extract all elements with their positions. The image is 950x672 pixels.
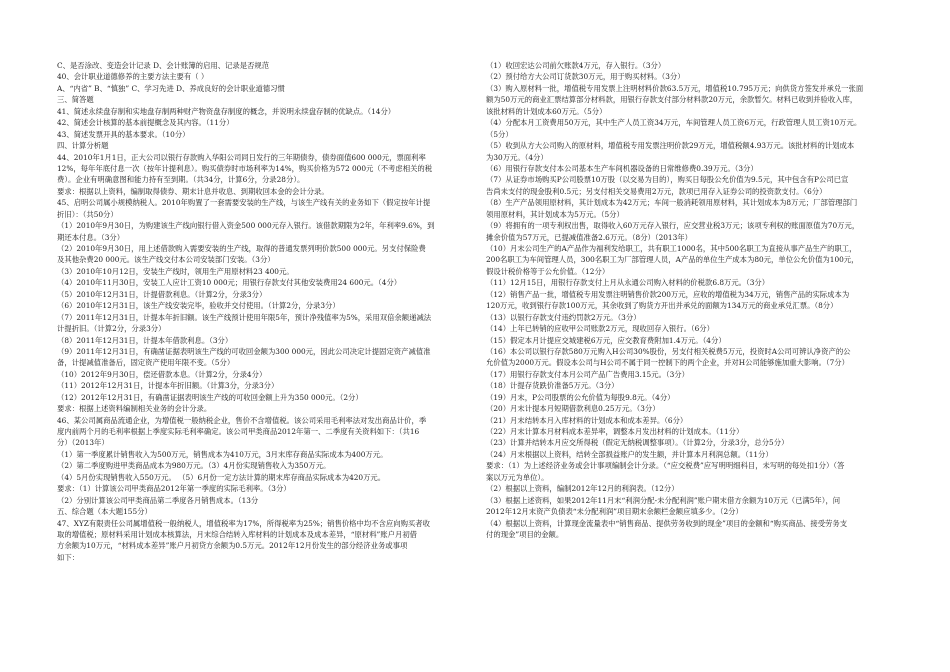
text-line: 200名职工为车间管理人员，300名职工为厂部管理人员，A产品的单位生产成本为80元，单位公允价值为100元， [486, 255, 859, 265]
text-line: （15）假定本月计提应交城建税6万元，应交教育费附加1.4万元。（4分） [486, 335, 726, 345]
text-line: （20）月末计提本月短期借款利息0.25万元。（3分） [486, 404, 660, 414]
text-line: （16）本公司以银行存款580万元购入H公司30%股份，另支付相关税费5万元，投资时A公司可辨认净资产的公 [486, 346, 851, 356]
text-line: （1）收回宏达公司前欠账款4万元，存入银行。（3分） [486, 61, 666, 70]
text-line: 五、综合题（本大题155分） [57, 507, 152, 517]
text-line: 三、简答题 [57, 95, 94, 105]
text-line: （13）以银行存款支付违约罚款2万元。（3分） [486, 312, 641, 322]
text-line: （2）第二季度购进甲类商品成本为980万元。（3）4月份实现销售收入为350万元。 [57, 461, 331, 471]
text-line: 44、2010年1月1日，正大公司以银行存款购入华阳公司同日发行的三年期债券，债券面值600 000元，票面利率 [57, 152, 426, 162]
text-line: （17）用银行存款支付本月公司产品广告费用3.15元。（3分） [486, 369, 689, 379]
text-line: （10）2012年9月30日，偿还借款本息。（计算2分，分录4分） [57, 369, 267, 379]
text-line: （4）分配本月工资费用50万元，其中生产人员工资34万元，车间管理人员工资6万元，行政管理人员工资10万元。 [486, 118, 862, 128]
text-line: 要求：根据上述资料编制相关业务的会计分录。 [57, 404, 212, 414]
text-line: 2012年12月末资产负债表“未分配利润”项目期末余额栏金额应填多少。（2分） [486, 507, 743, 517]
text-line: 费）。企业有明确意图和能力持有至到期。（共34分，计算6分，分录28分）。 [57, 175, 305, 185]
text-line: （9）将拥有的一项专利权出售，取得收入60万元存入银行，应交营业税3万元；该项专利权的账面原值为70万元， [486, 221, 860, 231]
text-line: 期还本付息。（3分） [57, 232, 125, 242]
text-line: 如下： [57, 552, 80, 562]
text-line: （19）月末，P公司股票的公允价值为每股9.8元。（4分） [486, 392, 675, 402]
text-line: （9）2011年12月31日，有确凿证据表明该生产线的可收回金额为300 000元，因此公司决定计提固定资产减值准 [57, 346, 431, 356]
text-line: 120万元，收到银行存款100万元，其余收到了购货方开出并承兑的面额为134万元的商业承兑汇票。（8分） [486, 301, 838, 311]
text-line: 41、简述永续盘存制和实地盘存制两种财产物资盘存制度的概念，并说明永续盘存制的优缺点。（14分） [57, 106, 396, 116]
text-line: （5）2010年12月31日，计提借款利息。（计算2分，分录3分） [57, 289, 267, 299]
text-line: 及其他杂费20 000元。该生产线交付本公司安装部门安装。（3分） [57, 255, 275, 265]
text-line: 四、计算分析题 [57, 141, 109, 151]
text-line: （2）根据以上资料，编制2012年12月的利润表。（12分） [486, 484, 679, 494]
text-line: （8）生产产品领用原材料，其计划成本为42万元；车间一般消耗领用原材料，其计划成本为8万元；厂部管理部门 [486, 198, 858, 208]
text-line: 要求：（1）计算该公司甲类商品2012年第一季度的实际毛利率。（3分） [57, 484, 291, 494]
text-line: （4）2010年11月30日，安装工人应计工资10 000元；用银行存款支付其他安装费用24 600元。（4分） [57, 278, 402, 288]
text-line: （22）月末计算本月材料成本差异率，调整本月发出材料的计划成本。（11分） [486, 427, 744, 436]
text-line: （2）分别计算该公司甲类商品第二季度各月销售成本。（13分 [57, 495, 259, 505]
text-line: 计提折旧。（计算2分，分录3分） [57, 324, 166, 334]
text-line: （14）上年已转销的应收甲公司账款2万元，现收回存入银行。（6分） [486, 324, 714, 334]
text-line: 46、某公司属商品流通企业，为增值税一般纳税企业，售价不含增值税。该公司采用毛利率法对发出商品计价，季 [57, 415, 427, 425]
text-line: 案以万元为单位）。 [486, 472, 549, 482]
text-line: （5分） [486, 129, 513, 139]
text-line: （6）2010年12月31日，该生产线安装完毕，验收并交付使用。（计算2分，分录3分） [57, 301, 340, 311]
text-line: A、“内省” B、“慎独” C、学习先进 D、养成良好的会计职业道德习惯 [57, 83, 285, 93]
text-line: （18）计提存货跌价准备5万元。（3分） [486, 381, 619, 391]
text-line: 12%，每年年底付息一次（按年计提利息）。购买债券时市场利率为14%，购买价格为572 000元（不考虑相关的税 [57, 163, 433, 173]
text-line: 取的增值税；原材料采用计划成本核算法，月末综合结转入库材料的计划成本及成本差异，“原材料”账户月初借 [57, 529, 418, 539]
text-line: （8）2011年12月31日，计提本年借款利息。（3分） [57, 335, 233, 345]
text-line: 领用原材料，其计划成本为5万元。（5分） [486, 209, 624, 219]
text-line: （11）12月15日，用银行存款支付上月从永通公司购入材料的价税款6.8万元。（3分） [486, 278, 770, 288]
text-line: C、是否涂改、变造会计记录 D、会计账簿的启用、记录是否规范 [57, 61, 270, 70]
text-line: 额为50万元的商业汇票结算部分材料款，用银行存款支付部分材料款20万元，余款暂欠。材料已收到并验收入库， [486, 95, 858, 105]
text-line: 分）（2013年） [57, 438, 109, 448]
text-line: （3）根据上述资料，如果2012年11月末“利润分配-未分配利润”账户期末借方余额为10万元（已满5年），问 [486, 495, 841, 505]
text-line: （3）购入原材料一批，增值税专用发票上注明材料价款63.5万元，增值税10.795万元；向供货方签发并承兑一张面 [486, 83, 864, 93]
left-column [57, 60, 475, 563]
text-line: （6）用银行存款支付本公司基本生产车间机器设备的日常维修费0.39万元。（3分） [486, 163, 758, 173]
text-line: （2）2010年9月30日，用上述借款购入需要安装的生产线，取得的普通发票列明价款500 000元。另支付保险费 [57, 244, 426, 253]
text-line: 为30万元。（4分） [486, 152, 548, 162]
text-line: （23）计算并结转本月应交所得税（假定无纳税调整事项）。（计算2分，分录3分，总分5分） [486, 438, 789, 448]
text-line: 40、会计职业道德修养的主要方法主要有（ ） [57, 72, 209, 82]
text-line: 要求：（1）为上述经济业务或会计事项编制会计分录。（“应交税费”应写明明细科目，未写明的每处扣1分）（答 [486, 461, 845, 471]
text-line: 假设计税价格等于公允价值。（12分） [486, 266, 610, 276]
text-line: （7）2011年12月31日，计提本年折旧额。该生产线预计使用年限5年，预计净残值率为5%，采用双倍余额递减法 [57, 312, 432, 322]
text-line: （10）月末公司生产的A产品作为福利发给职工，共有职工1000名，其中500名职工为直接从事产品生产的职工， [486, 244, 857, 253]
text-line: 折旧）：（共50分） [57, 209, 118, 219]
text-line: （21）月末结转本月入库材料的计划成本和成本差异。（6分） [486, 415, 688, 425]
text-line: （7）从证券市场购买P公司股票10万股（以交易为目的），购买日每股公允价值为9.5元，其中包含有P公司已宣 [486, 175, 849, 185]
text-line: （4）根据以上资料，计算现金流量表中“销售商品、提供劳务收到的现金”项目的金额和“购买商品、接受劳务支 [486, 518, 848, 528]
text-line: （24）月末根据以上资料，结转全部损益账户的发生额，并计算本月利润总额。（11分） [486, 449, 773, 459]
text-line: 摊余价值为57万元，已提减值准备2.6万元。（8分）（2013年） [486, 232, 692, 242]
text-line: （11）2012年12月31日，计提本年折旧额。（计算3分，分录3分） [57, 381, 279, 391]
right-column [486, 60, 906, 540]
text-line: 付的现金”项目的金额。 [486, 529, 564, 539]
text-line: 43、简述发票开具的基本要求。（10分） [57, 129, 190, 139]
text-line: 该批材料的计划成本60万元。（5分） [486, 106, 607, 116]
text-line: 允价值为2000万元。假设本公司与H公司不属于同一控制下的两个企业，并对H公司能够施加重大影响。（7分） [486, 358, 849, 368]
text-line: （12）2012年12月31日，有确凿证据表明该生产线的可收回金额上升为350 000元。（2分） [57, 392, 363, 402]
text-line: （1）第一季度累计销售收入为500万元，销售成本为410万元，3月末库存商品实际成本为400万元。 [57, 449, 388, 459]
text-line: 度内前两个月的毛利率根据上季度实际毛利率确定。该公司甲类商品2012年第一、二季度有关资料如下：（共16 [57, 427, 420, 436]
text-line: 要求：根据以上资料，编制取得债券、期末计息并收息、到期收回本金的会计分录。 [57, 186, 329, 196]
text-line: （3）2010年10月12日，安装生产线时，领用生产用原材料23 400元。 [57, 266, 294, 276]
text-line: 方余额为10万元，“材料成本差异”账户月初贷方余额为0.5万元。2012年12月份发生的部分经济业务或事项 [57, 541, 408, 551]
text-line: 备，计提减值准备后，固定资产使用年限不变。（5分） [57, 358, 235, 368]
text-line: （5）收到从方大公司购入的原材料，增值税专用发票注明价款29万元，增值税额4.93万元。该批材料的计划成本 [486, 141, 855, 151]
text-line: 47、XYZ有限责任公司属增值税一般纳税人，增值税率为17%，所得税率为25%；销售价格中均不含应向购买者收 [57, 518, 430, 528]
text-line: （4）5月份实现销售收入550万元。 （5）6月份一定方法计算的期末库存商品实际成本为420万元。 [57, 472, 386, 482]
text-line: （12）销售产品一批，增值税专用发票注明销售价款200万元，应收的增值税为34万元，销售产品的实际成本为 [486, 289, 850, 299]
text-line: 42、简述会计核算的基本前提概念及其内容。（11分） [57, 118, 234, 128]
text-line: 45、启明公司属小规模纳税人。2010年购置了一套需要安装的生产线，与该生产线有关的业务如下（假定按年计提 [57, 198, 431, 208]
text-line: （2）预付给方大公司订货款30万元，用于购买材料。（3分） [486, 72, 685, 82]
text-line: （1）2010年9月30日，为购建该生产线向银行借入资金500 000元存入银行。该借款期限为2年，年利率9.6%，到 [57, 221, 435, 231]
text-line: 告尚未支付的现金股利0.5元；另支付相关交易费用2万元，款项已用存入证券公司的投资款支付。（6分） [486, 186, 827, 196]
